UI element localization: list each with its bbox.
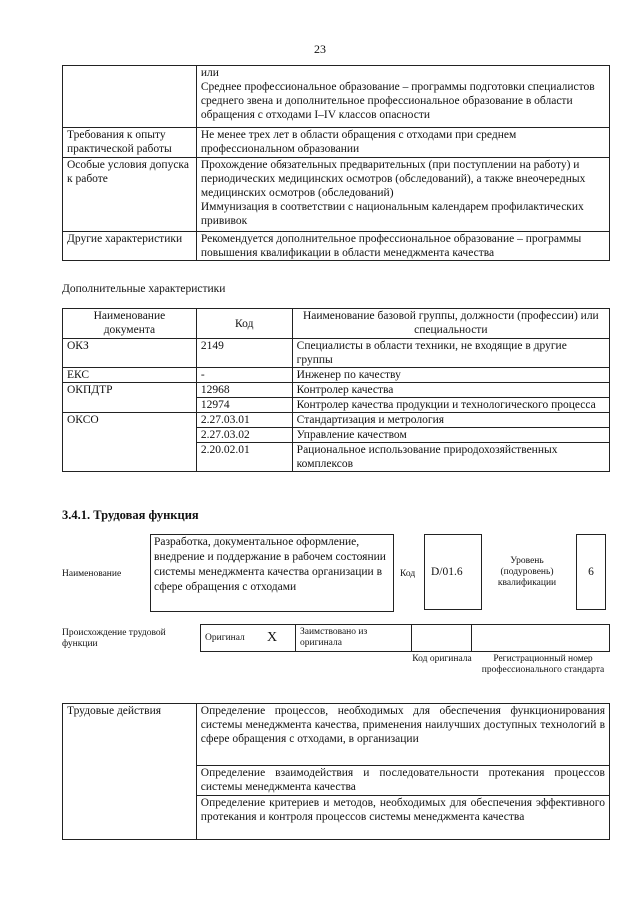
original-mark: X (267, 630, 278, 645)
function-code: D/01.6 (424, 534, 482, 610)
name-label: Наименование (62, 569, 122, 579)
header-name: Наименование базовой группы, должности (профессии) или специальности (292, 309, 609, 339)
code-cell: - (196, 368, 292, 383)
code-cell: 12968 (196, 383, 292, 398)
original-cell (200, 624, 296, 652)
qualification-table (62, 65, 610, 261)
original-label: Оригинал (205, 633, 245, 643)
actions-label: Трудовые действия (63, 704, 197, 840)
doc-cell: ОКСО (63, 413, 197, 472)
borrowed-cell: Заимствовано из оригинала (296, 624, 412, 652)
table-header (63, 309, 610, 339)
row-text: Среднее профессиональное образование – программы подготовки специалистов среднего звена и дополнительное профессиональное образование в области обращения с отходами I–IV классов опасности (200, 81, 595, 121)
table-row (63, 128, 610, 158)
action-item: Определение взаимодействия и последовательности протекания процессов системы менеджмента качества (196, 766, 609, 796)
reg-number-cell (472, 624, 610, 652)
table-row (63, 368, 610, 383)
row-label: Требования к опыту практической работы (63, 128, 197, 158)
page-number: 23 (314, 42, 326, 56)
level-label: Уровень (подуровень) квалификации (497, 556, 557, 588)
origin-label: Происхождение трудовой функции (62, 628, 166, 649)
name-cell: Специалисты в области техники, не входящие в другие группы (292, 339, 609, 368)
row-text: Рекомендуется дополнительное профессиональное образование – программы повышения квалификации в области менеджмента качества (196, 232, 609, 261)
table-row (63, 339, 610, 368)
table-row (63, 383, 610, 398)
function-name: Разработка, документальное оформление, внедрение и поддержание в рабочем состоянии системы менеджмента качества организации в сфере обращения с отходами (150, 534, 394, 612)
function-level: 6 (576, 534, 606, 610)
code-original-cell (412, 624, 472, 652)
doc-cell: ЕКС (63, 368, 197, 383)
row-label (63, 66, 197, 128)
doc-cell: ОКПДТР (63, 383, 197, 413)
reg-number-label: Регистрационный номер профессионального стандарта (481, 654, 605, 675)
action-item: Определение критериев и методов, необходимых для обеспечения эффективного протекания и контроля процессов системы менеджмента качества (196, 796, 609, 840)
additional-table (62, 308, 610, 472)
code-cell: 12974 (196, 398, 292, 413)
row-text: или (200, 67, 219, 79)
name-cell: Управление качеством (292, 428, 609, 443)
code-cell: 2149 (196, 339, 292, 368)
code-original-label: Код оригинала (412, 654, 472, 664)
section-title: 3.4.1. Трудовая функция (62, 508, 199, 522)
table-row (63, 232, 610, 261)
actions-table (62, 703, 610, 840)
table-row (63, 704, 610, 766)
code-cell: 2.27.03.02 (196, 428, 292, 443)
name-cell: Стандартизация и метрология (292, 413, 609, 428)
row-text: Прохождение обязательных предварительных (при поступлении на работу) и периодических медицинских осмотров (обследований), а также внеочередных медицинских осмотров (обследований) (200, 159, 586, 199)
action-item: Определение процессов, необходимых для обеспечения функционирования системы менеджмента качества, применения наилучших доступных технологий в сфере обращения с отходами, в организации (196, 704, 609, 766)
doc-cell: ОКЗ (63, 339, 197, 368)
name-cell: Рациональное использование природохозяйственных комплексов (292, 443, 609, 472)
header-doc: Наименование документа (63, 309, 197, 339)
code-cell: 2.27.03.01 (196, 413, 292, 428)
code-label: Код (400, 569, 416, 579)
name-cell: Контролер качества (292, 383, 609, 398)
row-label: Особые условия допуска к работе (63, 158, 197, 232)
row-text: Не менее трех лет в области обращения с отходами при среднем профессиональном образовании (196, 128, 609, 158)
header-code: Код (196, 309, 292, 339)
additional-title: Дополнительные характеристики (62, 283, 226, 295)
table-row (63, 413, 610, 428)
table-row (63, 66, 610, 128)
table-row (63, 158, 610, 232)
code-cell: 2.20.02.01 (196, 443, 292, 472)
row-label: Другие характеристики (63, 232, 197, 261)
row-text: Иммунизация в соответствии с национальным календарем профилактических прививок (200, 201, 584, 227)
name-cell: Инженер по качеству (292, 368, 609, 383)
name-cell: Контролер качества продукции и технологического процесса (292, 398, 609, 413)
